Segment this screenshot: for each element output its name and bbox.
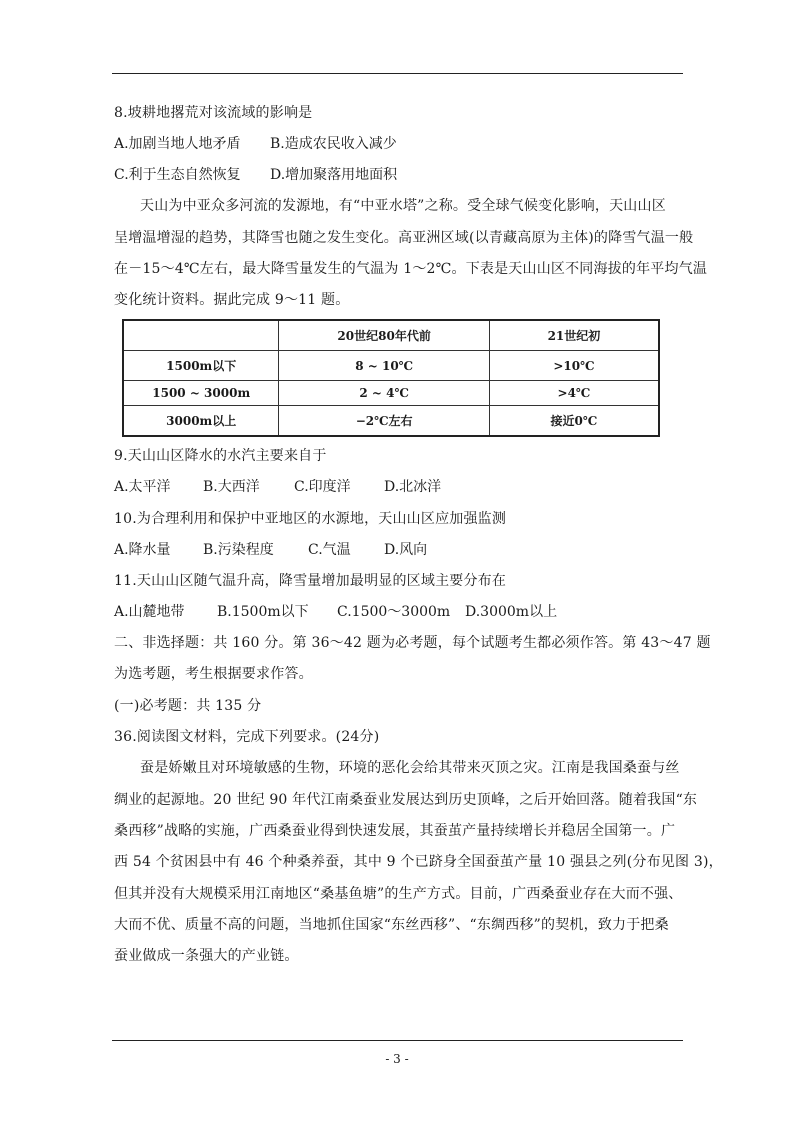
q9-option-a: A.太平洋 bbox=[114, 479, 171, 495]
passage2-line-4: 西 54 个贫困县中有 46 个种桑养蚕，其中 9 个已跻身全国蚕茧产量 10 强县之列(分布见图 3)， bbox=[114, 854, 723, 870]
q10-option-a: A.降水量 bbox=[114, 542, 171, 558]
q11-option-b: B.1500m以下 bbox=[217, 604, 309, 620]
table-cell: 2 ~ 4℃ bbox=[279, 380, 489, 405]
q8-option-d: D.增加聚落用地面积 bbox=[270, 167, 398, 183]
q8-option-b: B.造成农民收入减少 bbox=[270, 136, 397, 152]
passage2-line-6: 大而不优、质量不高的问题，当地抓住国家“东丝西移”、“东绸西移”的契机，致力于把桑 bbox=[114, 917, 669, 933]
passage1-line-4: 变化统计资料。据此完成 9～11 题。 bbox=[114, 292, 350, 308]
table-header-1980s: 20世纪80年代前 bbox=[279, 320, 489, 351]
passage2-line-7: 蚕业做成一条强大的产业链。 bbox=[114, 948, 299, 964]
passage2-line-2: 绸业的起源地。20 世纪 90 年代江南桑蚕业发展达到历史顶峰，之后开始回落。随着我国“东 bbox=[114, 792, 698, 808]
page-number: - 3 - bbox=[385, 1052, 409, 1066]
q11-option-a: A.山麓地带 bbox=[114, 604, 185, 620]
q8-option-a: A.加剧当地人地矛盾 bbox=[114, 136, 241, 152]
section2-line-2: 为选考题，考生根据要求作答。 bbox=[114, 666, 313, 682]
table-cell: −2℃左右 bbox=[279, 405, 489, 436]
required-heading: (一)必考题：共 135 分 bbox=[114, 698, 262, 714]
q10-stem: 10.为合理利用和保护中亚地区的水源地，天山山区应加强监测 bbox=[114, 511, 507, 527]
q11-option-d: D.3000m以上 bbox=[465, 604, 558, 620]
passage2-line-1: 蚕是娇嫩且对环境敏感的生物，环境的恶化会给其带来灭顶之灾。江南是我国桑蚕与丝 bbox=[140, 760, 680, 776]
table-header-corner bbox=[123, 320, 279, 351]
q9-option-b: B.大西洋 bbox=[203, 479, 260, 495]
q8-stem: 8.坡耕地撂荒对该流域的影响是 bbox=[114, 105, 313, 121]
q9-option-d: D.北冰洋 bbox=[384, 479, 442, 495]
passage2-line-3: 桑西移”战略的实施，广西桑蚕业得到快速发展，其蚕茧产量持续增长并稳居全国第一。广 bbox=[114, 823, 676, 839]
table-header-row bbox=[123, 320, 659, 351]
q10-option-c: C.气温 bbox=[308, 542, 351, 558]
passage1-line-1: 天山为中亚众多河流的发源地，有“中亚水塔”之称。受全球气候变化影响，天山山区 bbox=[140, 198, 666, 214]
table-cell: 3000m以上 bbox=[123, 405, 279, 436]
q11-stem: 11.天山山区随气温升高，降雪量增加最明显的区域主要分布在 bbox=[114, 573, 507, 589]
table-cell: >10℃ bbox=[489, 351, 659, 381]
q8-option-c: C.利于生态自然恢复 bbox=[114, 167, 241, 183]
q10-option-d: D.风向 bbox=[384, 542, 428, 558]
q36-heading: 36.阅读图文材料，完成下列要求。(24分) bbox=[114, 729, 380, 745]
table-row bbox=[123, 380, 659, 405]
table-cell: >4℃ bbox=[489, 380, 659, 405]
passage1-line-2: 呈增温增湿的趋势，其降雪也随之发生变化。高亚洲区域(以青藏高原为主体)的降雪气温一般 bbox=[114, 230, 694, 246]
table-row bbox=[123, 405, 659, 436]
passage1-line-3: 在－15～4℃左右，最大降雪量发生的气温为 1～2℃。下表是天山山区不同海拔的年平均气温 bbox=[114, 261, 708, 277]
table-cell: 接近0℃ bbox=[489, 405, 659, 436]
table-row bbox=[123, 351, 659, 381]
table-cell: 1500m以下 bbox=[123, 351, 279, 381]
passage2-line-5: 但其并没有大规模采用江南地区“桑基鱼塘”的生产方式。目前，广西桑蚕业存在大而不强、 bbox=[114, 886, 683, 902]
header-rule bbox=[112, 73, 683, 74]
q9-stem: 9.天山山区降水的水汽主要来自于 bbox=[114, 448, 327, 464]
q10-option-b: B.污染程度 bbox=[203, 542, 274, 558]
table-cell: 8 ~ 10℃ bbox=[279, 351, 489, 381]
q11-option-c: C.1500～3000m bbox=[337, 604, 451, 620]
temperature-table bbox=[122, 319, 660, 437]
q9-option-c: C.印度洋 bbox=[294, 479, 351, 495]
table-header-21c: 21世纪初 bbox=[489, 320, 659, 351]
section2-line-1: 二、非选择题：共 160 分。第 36～42 题为必考题，每个试题考生都必须作答。第 43～47 题 bbox=[114, 635, 711, 651]
table-cell: 1500 ~ 3000m bbox=[123, 380, 279, 405]
footer-rule bbox=[112, 1040, 683, 1041]
